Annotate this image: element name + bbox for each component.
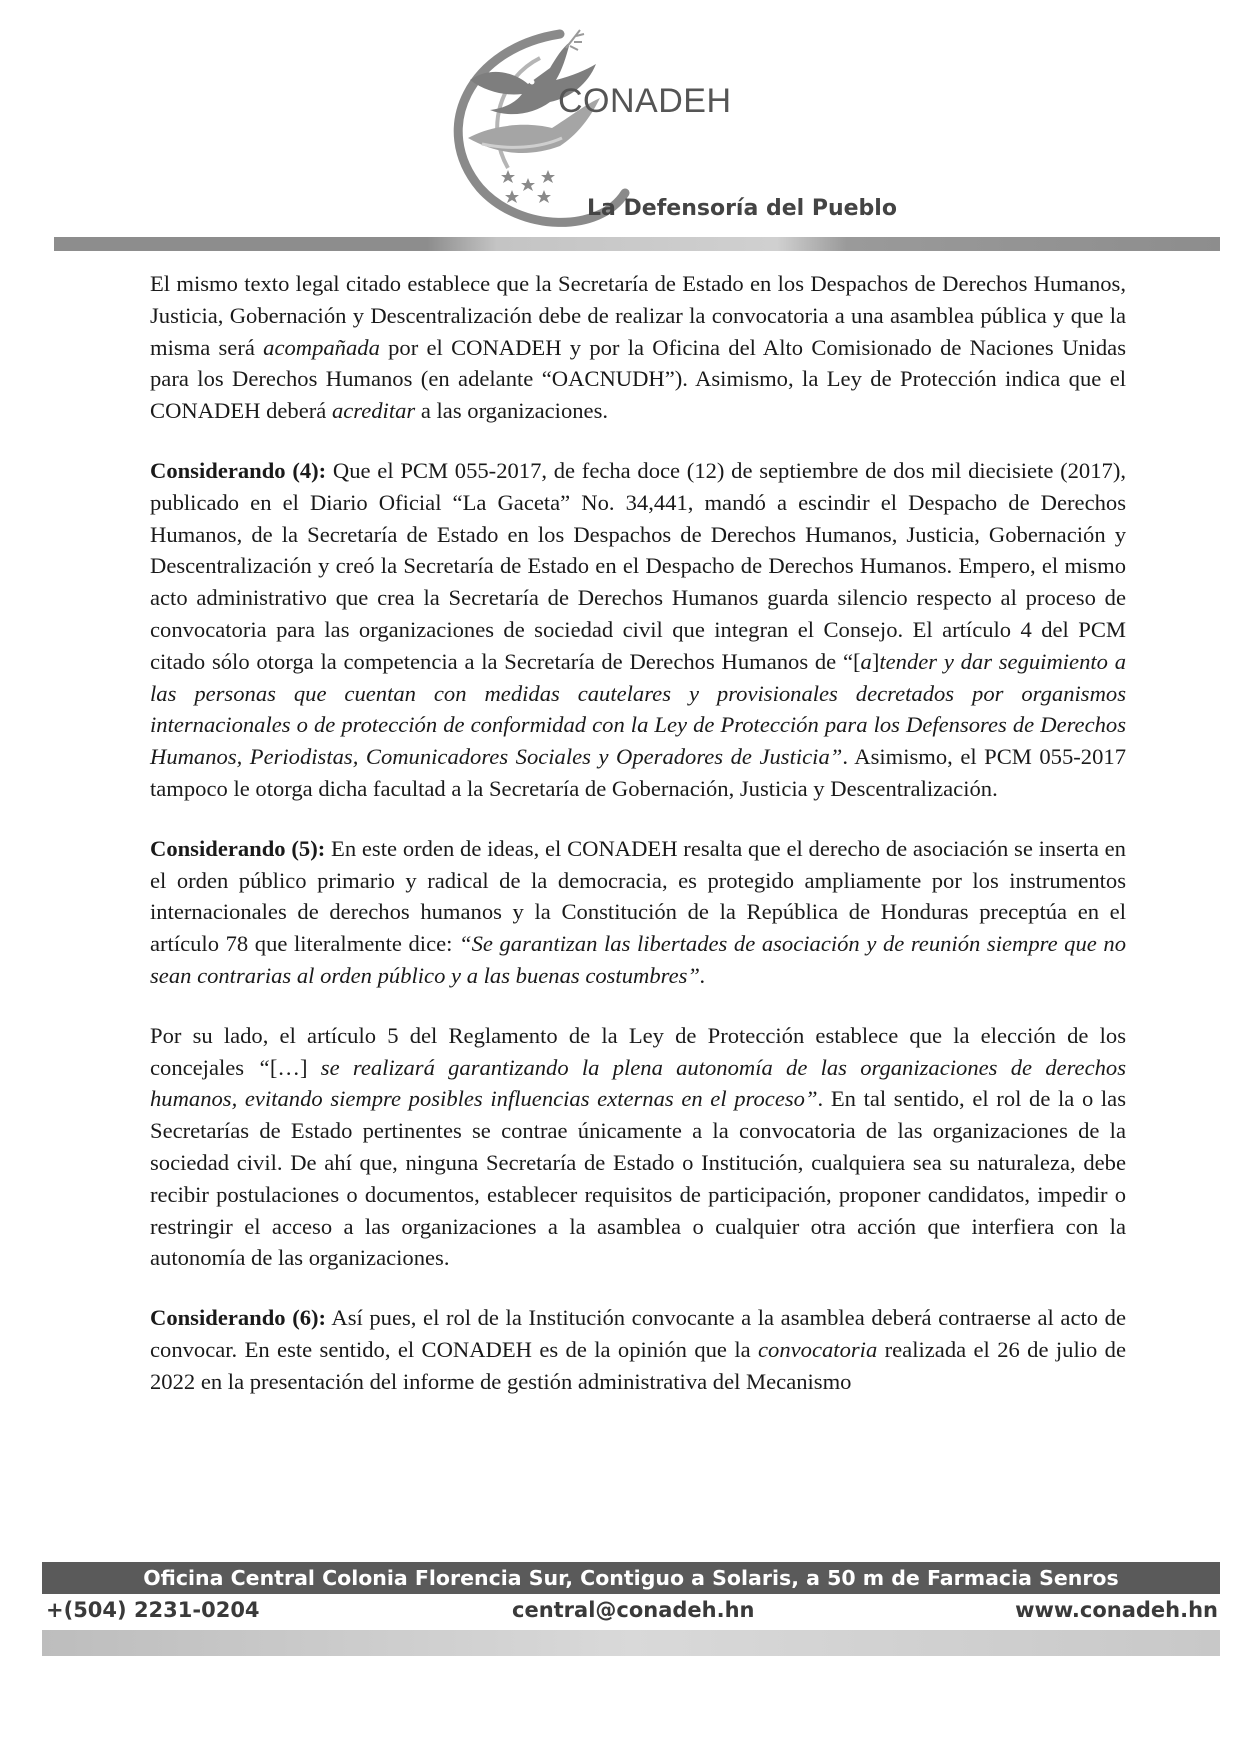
- footer-contact-line: [46, 1598, 1218, 1628]
- paragraph-text: En este orden de ideas, el CONADEH resalta que el derecho de asociación se inserta en el orden público primario y radical de la democracia, es protegido ampliamente por los instrumentos internacionales de derechos humanos y la Constitución de la República de Honduras preceptúa en el artículo 78 que literalmente dice:: [150, 835, 1126, 957]
- paragraph-text: realizada el 26 de julio de 2022 en la presentación del informe de gestión administrativa del Mecanismo: [150, 1336, 1126, 1394]
- italic-text: convocatoria: [758, 1336, 878, 1362]
- italic-text: a: [860, 648, 872, 674]
- logo-wordmark: CONADEH: [558, 82, 732, 120]
- paragraph-text: Que el PCM 055-2017, de fecha doce (12) de septiembre de dos mil diecisiete (2017), publicado en el Diario Oficial “La Gaceta” No. 34,441, mandó a escindir el Despacho de Derechos Humanos, de la Secretaría de Estado en los Despachos de Derechos Humanos, Justicia, Gobernación y Descentralización y creó la Secretaría de Estado en el Despacho de Derechos Humanos. Empero, el mismo acto administrativo que crea la Secretaría de Derechos Humanos guarda silencio respecto al proceso de convocatoria para las organizaciones de sociedad civil que integran el Consejo. El artículo 4 del PCM citado sólo otorga la competencia a la Secretaría de Derechos Humanos de “[: [150, 457, 1127, 674]
- italic-text: tender y dar seguimiento a las personas que cuentan con medidas cautelares y provisionales decretados por organismos internacionales o de protección de conformidad con la Ley de Protección para los Defensores de Derechos Humanos, Periodistas, Comunicadores Sociales y Operadores de Justicia: [150, 648, 1126, 770]
- paragraph: [150, 833, 1126, 992]
- paragraph: [150, 1020, 1126, 1274]
- paragraph-text: […]: [269, 1054, 321, 1080]
- header-divider-bar: [54, 237, 1220, 251]
- paragraph-text: Así pues, el rol de la Institución convocante a la asamblea deberá contraerse al acto de convocar. En este sentido, el CONADEH es de la opinión que la: [150, 1305, 1126, 1362]
- paragraph-text: . En tal sentido, el rol de la o las Secretarías de Estado pertinentes se contrae únicamente a la convocatoria de las organizaciones de la sociedad civil. De ahí que, ninguna Secretaría de Estado o Institución, cualquiera sea su naturaleza, debe recibir postulaciones o documentos, establecer requisitos de participación, proponer candidatos, impedir o restringir el acceso a las organizaciones a la asamblea o cualquier otra acción que interfiera con la autonomía de las organizaciones.: [150, 1086, 1126, 1271]
- italic-text: se realizará garantizando la plena autonomía de las organizaciones de derechos humanos, evitando siempre posibles influencias externas en el proceso”: [150, 1054, 1126, 1112]
- footer-phone: +(504) 2231-0204: [46, 1598, 260, 1622]
- document-body: [150, 268, 1126, 1426]
- paragraph-heading: Considerando (6):: [150, 1305, 327, 1331]
- footer-address: Oficina Central Colonia Florencia Sur, Contiguo a Solaris, a 50 m de Farmacia Senros: [143, 1566, 1119, 1590]
- footer-bottom-bar: [42, 1630, 1220, 1656]
- paragraph-text: por el CONADEH y por la Oficina del Alto Comisionado de Naciones Unidas para los Derechos Humanos (en adelante “OACNUDH”). Asimismo, la Ley de Protección indica que el CONADEH deberá: [150, 334, 1126, 424]
- paragraph: [150, 1302, 1126, 1397]
- logo-tagline: La Defensoría del Pueblo: [587, 196, 897, 221]
- footer-address-bar: [42, 1562, 1220, 1594]
- footer-website: www.conadeh.hn: [1015, 1598, 1218, 1622]
- paragraph: [150, 455, 1126, 805]
- paragraph-text: Por su lado, el artículo 5 del Reglamento de la Ley de Protección establece que la elección de los concejales: [150, 1022, 1126, 1080]
- paragraph-heading: Considerando (5):: [150, 835, 326, 861]
- letterhead: [0, 0, 1254, 262]
- italic-text: acompañada: [263, 334, 380, 360]
- italic-text: ”: [829, 744, 843, 770]
- paragraph-text: a las organizaciones.: [415, 398, 609, 424]
- paragraph: [150, 268, 1126, 427]
- paragraph-text: . Asimismo, el PCM 055-2017 tampoco le otorga dicha facultad a la Secretaría de Gobernación, Justicia y Descentralización.: [150, 744, 1126, 801]
- paragraph-heading: Considerando (4):: [150, 457, 327, 483]
- paragraph-text: El mismo texto legal citado establece que la Secretaría de Estado en los Despachos de Derechos Humanos, Justicia, Gobernación y Descentralización debe de realizar la convocatoria a una asamblea pública y que la misma será: [150, 271, 1126, 360]
- stars-icon: [501, 170, 555, 203]
- paragraph-text: ]: [871, 648, 880, 674]
- italic-text: “Se garantizan las libertades de asociación y de reunión siempre que no sean contrarias al orden público y a las buenas costumbres”.: [150, 931, 1126, 988]
- footer-email: central@conadeh.hn: [512, 1598, 755, 1622]
- italic-text: acreditar: [331, 398, 416, 424]
- italic-text: “: [257, 1054, 270, 1080]
